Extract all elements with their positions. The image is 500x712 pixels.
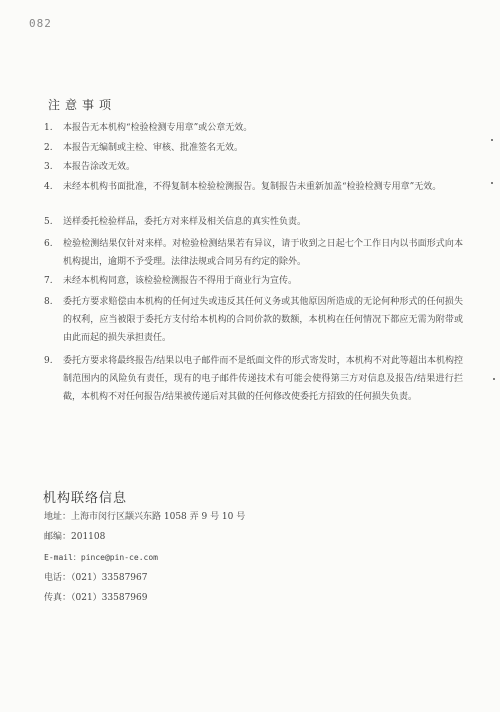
margin-mark <box>493 378 495 380</box>
contact-title: 机构联络信息 <box>43 491 128 506</box>
notice-item-number: 6. <box>44 239 53 249</box>
notice-item-number: 5. <box>44 217 53 227</box>
margin-mark <box>491 139 493 141</box>
contact-fax: 传真：（021）33587969 <box>44 593 148 603</box>
notice-item-text: 未经本机构同意，该检验检测报告不得用于商业行为宣传。 <box>63 276 298 286</box>
notice-item-number: 1. <box>44 123 53 133</box>
notice-item-text: 委托方要求赔偿由本机构的任何过失或违反其任何义务或其他原因所造成的无论何种形式的任何损失的权利，应当被限于委托方支付给本机构的合同价款的数额，本机构在任何情况下都应无需为附带或由此而起的损失承担责任。 <box>63 297 463 343</box>
contact-phone: 电话：（021）33587967 <box>44 573 148 583</box>
contact-postcode: 邮编：201108 <box>44 532 106 542</box>
notice-item-number: 9. <box>44 356 53 366</box>
notice-item-text: 本报告无本机构“检验检测专用章”或公章无效。 <box>63 123 253 133</box>
notice-item-number: 4. <box>44 182 53 192</box>
notice-item-number: 2. <box>44 143 53 153</box>
notice-item-number: 3. <box>44 162 53 172</box>
page-number: 082 <box>29 17 52 30</box>
notice-item-text: 未经本机构书面批准，不得复制本检验检测报告。复制报告未重新加盖“检验检测专用章”无效。 <box>63 182 442 192</box>
contact-address: 地址：上海市闵行区颛兴东路 1058 弄 9 号 10 号 <box>44 512 246 522</box>
notice-item-text: 检验检测结果仅针对来样。对检验检测结果若有异议，请于收到之日起七个工作日内以书面形式向本机构提出，逾期不予受理。法律法规或合同另有约定的除外。 <box>63 239 463 267</box>
notice-item-number: 8. <box>44 297 53 307</box>
notice-item-text: 本报告涂改无效。 <box>63 162 136 172</box>
notice-item-text: 送样委托检验样品，委托方对来样及相关信息的真实性负责。 <box>63 217 307 227</box>
notice-item-text: 委托方要求将最终报告/结果以电子邮件而不是纸面文件的形式寄发时，本机构不对此等超出本机构控制范围内的风险负有责任，现有的电子邮件传递技术有可能会使得第三方对信息及报告/结果进行拦截，本机构不对任何报告/结果被传递后对其做的任何修改使委托方招致的任何损失负责。 <box>63 356 463 402</box>
margin-mark <box>491 182 493 184</box>
notice-item-number: 7. <box>44 276 53 286</box>
notice-item-text: 本报告无编制或主检、审核、批准签名无效。 <box>63 143 244 153</box>
notice-title: 注意事项 <box>48 98 117 112</box>
contact-email: E-mail：pince@pin-ce.com <box>44 553 158 562</box>
